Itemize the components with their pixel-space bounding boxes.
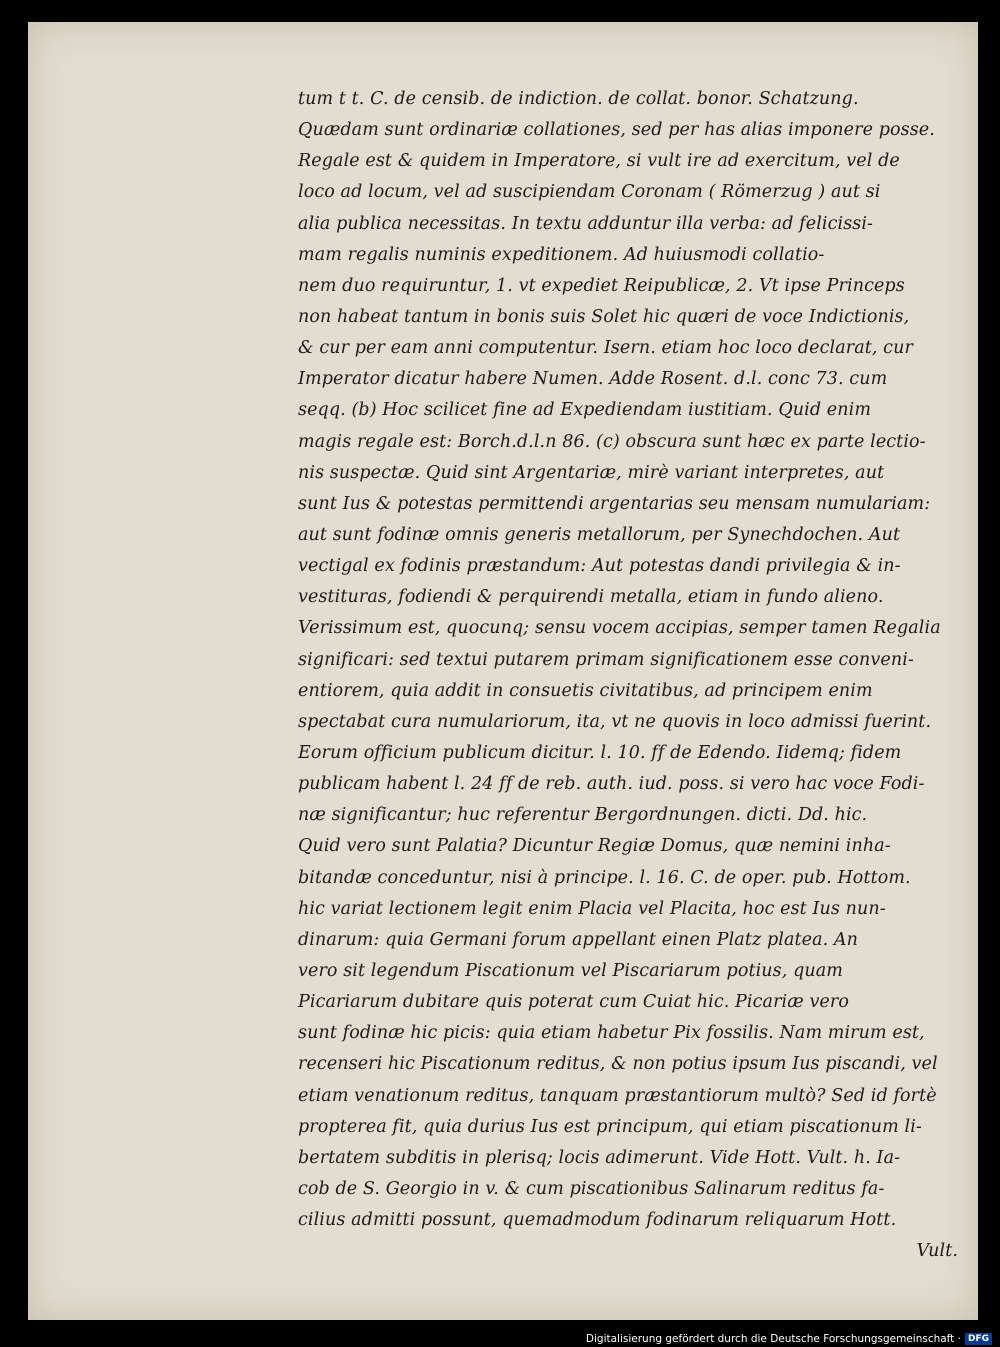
text-line: sunt Ius & potestas permittendi argentarias seu mensam numulariam: (298, 493, 931, 514)
text-line: Verissimum est, quocunq; sensu vocem accipias, semper tamen Regalia (298, 618, 941, 639)
text-line: dinarum: quia Germani forum appellant einen Platz platea. An (298, 929, 859, 950)
text-line: nis suspectæ. Quid sint Argentariæ, mirè variant interpretes, aut (298, 462, 885, 483)
text-line: seqq. (b) Hoc scilicet fine ad Expediendam iustitiam. Quid enim (298, 400, 872, 421)
text-line: & cur per eam anni computentur. Isern. etiam hoc loco declarat, cur (298, 338, 913, 359)
text-line: sunt fodinæ hic picis: quia etiam habetur Pix fossilis. Nam mirum est, (298, 1023, 925, 1044)
text-line: vectigal ex fodinis præstandum: Aut potestas dandi privilegia & in- (298, 556, 901, 577)
text-line: etiam venationum reditus, tanquam præstantiorum multò? Sed id fortè (298, 1085, 937, 1106)
text-line: mam regalis numinis expeditionem. Ad huiusmodi collatio- (298, 244, 825, 265)
text-block (298, 84, 958, 1267)
catchword: Vult. (916, 1241, 958, 1262)
text-line: magis regale est: Borch.d.l.n 86. (c) obscura sunt hæc ex parte lectio- (298, 431, 926, 452)
text-line: significari: sed textui putarem primam significationem esse conveni- (298, 649, 914, 670)
text-line: tum t t. C. de censib. de indiction. de collat. bonor. Schatzung. (298, 89, 859, 109)
text-line: nem duo requiruntur, 1. vt expediet Reipublicæ, 2. Vt ipse Princeps (298, 275, 905, 296)
scan-frame (22, 16, 987, 1326)
dfg-logo-icon: DFG (965, 1333, 992, 1345)
text-line: alia publica necessitas. In textu adduntur illa verba: ad felicissi- (298, 213, 874, 234)
text-line: non habeat tantum in bonis suis Solet hic quæri de voce Indictionis, (298, 306, 910, 327)
footer-bar (0, 1331, 992, 1347)
text-line: cob de S. Georgio in v. & cum piscationibus Salinarum reditus fa- (298, 1178, 885, 1199)
text-line: Imperator dicatur habere Numen. Adde Rosent. d.l. conc 73. cum (298, 369, 888, 390)
text-line: vero sit legendum Piscationum vel Piscariarum potius, quam (298, 960, 843, 981)
text-line: Eorum officium publicum dicitur. l. 10. ff de Edendo. Iidemq; fidem (298, 742, 902, 763)
text-line: publicam habent l. 24 ff de reb. auth. iud. poss. si vero hac voce Fodi- (298, 774, 925, 795)
text-line: entiorem, quia addit in consuetis civitatibus, ad principem enim (298, 680, 873, 701)
text-line: næ significantur; huc referentur Bergordnungen. dicti. Dd. hic. (298, 805, 868, 826)
text-line: bitandæ conceduntur, nisi à principe. l. 16. C. de oper. pub. Hottom. (298, 867, 911, 888)
text-line: cilius admitti possunt, quemadmodum fodinarum reliquarum Hott. (298, 1210, 897, 1231)
text-line: Quædam sunt ordinariæ collationes, sed per has alias imponere posse. (298, 120, 935, 141)
text-line: loco ad locum, vel ad suscipiendam Coronam ( Römerzug ) aut si (298, 182, 881, 203)
text-line: recenseri hic Piscationum reditus, & non potius ipsum Ius piscandi, vel (298, 1054, 938, 1075)
text-line: Quid vero sunt Palatia? Dicuntur Regiæ Domus, quæ nemini inha- (298, 836, 891, 857)
book-page (28, 22, 978, 1320)
text-line: propterea fit, quia durius Ius est principum, qui etiam piscationum li- (298, 1116, 922, 1137)
text-line: bertatem subditis in plerisq; locis adimerunt. Vide Hott. Vult. h. Ia- (298, 1147, 901, 1168)
footer-credit: Digitalisierung gefördert durch die Deutsche Forschungsgemeinschaft · (585, 1333, 961, 1345)
text-line: Regale est & quidem in Imperatore, si vult ire ad exercitum, vel de (298, 151, 900, 172)
text-line: Picariarum dubitare quis poterat cum Cuiat hic. Picariæ vero (298, 992, 849, 1013)
text-line: hic variat lectionem legit enim Placia vel Placita, hoc est Ius nun- (298, 898, 886, 919)
text-line: aut sunt fodinæ omnis generis metallorum, per Synechdochen. Aut (298, 524, 901, 545)
text-line: vestituras, fodiendi & perquirendi metalla, etiam in fundo alieno. (298, 587, 884, 608)
text-line: spectabat cura numulariorum, ita, vt ne quovis in loco admissi fuerint. (298, 711, 932, 732)
